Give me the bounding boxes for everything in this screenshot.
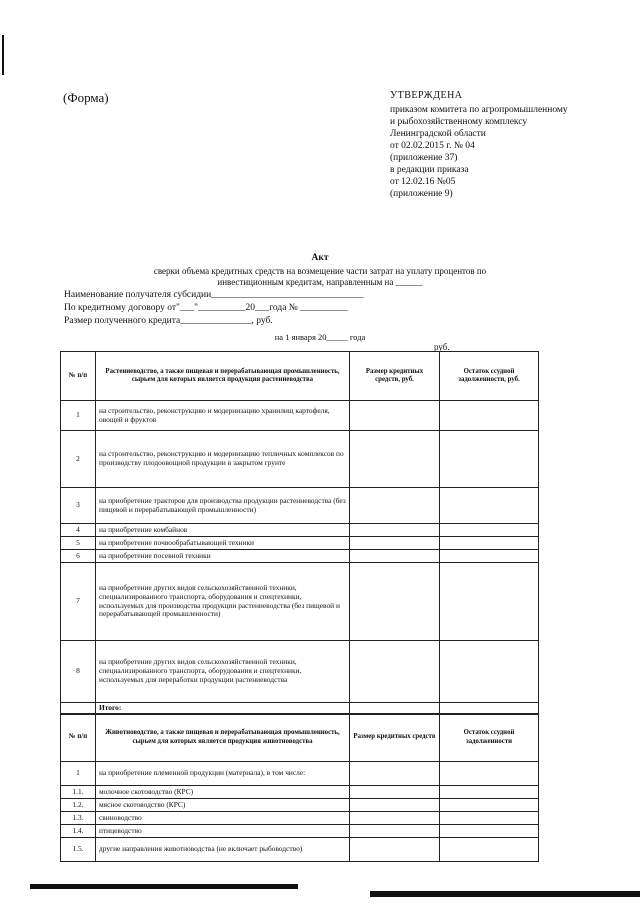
form-label: (Форма) <box>63 90 109 105</box>
row-num: 4 <box>61 524 96 537</box>
row-text: свиноводство <box>96 812 350 825</box>
balance-cell[interactable] <box>440 799 539 812</box>
act-subtitle-line: инвестиционным кредитам, направленным на ______ <box>217 277 423 287</box>
balance-cell[interactable] <box>440 762 539 786</box>
approval-line: (приложение 37) <box>390 153 458 163</box>
livestock-table <box>60 713 539 862</box>
table-row <box>61 431 539 488</box>
table-row <box>61 488 539 524</box>
header-name: Животноводство, а также пищевая и перерабатывающая промышленность, сырьем для которых является продукция животноводства <box>96 714 350 762</box>
approval-line: от 12.02.16 №05 <box>390 177 456 187</box>
credit-size-cell[interactable] <box>350 641 440 703</box>
scan-bottom-bar <box>30 884 298 889</box>
table-row <box>61 812 539 825</box>
row-text: на приобретение тракторов для производства продукции растениеводства (без пищевой и перерабатывающей промышленности) <box>96 488 350 524</box>
crop-production-table <box>60 351 539 715</box>
credit-size-cell[interactable] <box>350 799 440 812</box>
approval-line: от 02.02.2015 г. № 04 <box>390 141 475 151</box>
row-text: на приобретение посевной техники <box>96 550 350 563</box>
table-row <box>61 786 539 799</box>
credit-size-cell[interactable] <box>350 762 440 786</box>
row-text: на приобретение племенной продукции (материала), в том числе: <box>96 762 350 786</box>
table-row <box>61 401 539 431</box>
credit-size-cell[interactable] <box>350 812 440 825</box>
row-text: на строительство, реконструкцию и модернизацию тепличных комплексов по производству плодоовощной продукции в закрытом грунте <box>96 431 350 488</box>
credit-size-cell[interactable] <box>350 431 440 488</box>
scan-edge-mark <box>2 35 4 75</box>
row-text: на строительство, реконструкцию и модернизацию хранилищ картофеля, овощей и фруктов <box>96 401 350 431</box>
header-credit-size: Размер кредитных средств, руб. <box>350 352 440 401</box>
loan-amount-field: Размер полученного кредита_______________, руб. <box>64 316 273 326</box>
balance-cell[interactable] <box>440 641 539 703</box>
credit-size-cell[interactable] <box>350 838 440 862</box>
credit-size-cell[interactable] <box>350 537 440 550</box>
table-row <box>61 537 539 550</box>
header-name: Растениеводство, а также пищевая и перерабатывающая промышленность, сырьем для которых является продукция растениеводства <box>96 352 350 401</box>
approval-line: Ленинградской области <box>390 129 486 139</box>
balance-cell[interactable] <box>440 401 539 431</box>
on-date-line: на 1 января 20_____ года <box>274 332 366 342</box>
header-num: № п/п <box>61 352 96 401</box>
row-num: 1.2. <box>61 799 96 812</box>
row-num: 6 <box>61 550 96 563</box>
table-row <box>61 838 539 862</box>
balance-cell[interactable] <box>440 563 539 641</box>
row-text: птицеводство <box>96 825 350 838</box>
act-subtitle <box>100 266 540 288</box>
balance-cell[interactable] <box>440 431 539 488</box>
row-num: 1 <box>61 401 96 431</box>
row-text: молочное скотоводство (КРС) <box>96 786 350 799</box>
row-text: на приобретение других видов сельскохозяйственной техники, специализированного транспорта, оборудования и спецтехники, используемых для производства продукции растениеводства (без пищевой и перерабатывающей промышленности) <box>96 563 350 641</box>
table-row <box>61 641 539 703</box>
table-row <box>61 550 539 563</box>
credit-size-cell[interactable] <box>350 524 440 537</box>
row-num: 2 <box>61 431 96 488</box>
approval-block <box>390 90 630 200</box>
scan-bottom-bar-right <box>370 891 640 897</box>
credit-size-cell[interactable] <box>350 563 440 641</box>
row-num: 8 <box>61 641 96 703</box>
row-text: другие направления животноводства (не включает рыбоводство) <box>96 838 350 862</box>
row-num: 1.4. <box>61 825 96 838</box>
balance-cell[interactable] <box>440 812 539 825</box>
balance-cell[interactable] <box>440 838 539 862</box>
act-subtitle-line: сверки объема кредитных средств на возмещение части затрат на уплату процентов по <box>153 266 487 276</box>
table-header-row <box>61 714 539 762</box>
total-label: Итого: <box>96 703 350 715</box>
row-text: мясное скотоводство (КРС) <box>96 799 350 812</box>
header-balance: Остаток ссудной задолженности <box>440 714 539 762</box>
balance-cell[interactable] <box>440 488 539 524</box>
balance-cell[interactable] <box>440 524 539 537</box>
credit-size-cell[interactable] <box>350 550 440 563</box>
table-row <box>61 799 539 812</box>
act-title: Акт <box>311 253 329 263</box>
table-header-row <box>61 352 539 401</box>
row-text: на приобретение почвообрабатывающей техники <box>96 537 350 550</box>
row-num: 1.1. <box>61 786 96 799</box>
row-num: 1.5. <box>61 838 96 862</box>
row-text: на приобретение других видов сельскохозяйственной техники, специализированного транспорта, оборудования и спецтехники, используемых для переработки продукции растениеводства <box>96 641 350 703</box>
row-num: 1.3. <box>61 812 96 825</box>
table-row <box>61 524 539 537</box>
balance-cell[interactable] <box>440 537 539 550</box>
row-num: 7 <box>61 563 96 641</box>
table-row <box>61 825 539 838</box>
contract-field: По кредитному договору от"___"__________20___года № __________ <box>64 303 348 313</box>
balance-cell[interactable] <box>440 786 539 799</box>
recipient-field: Наименование получателя субсидии________________________________ <box>64 290 364 300</box>
balance-cell[interactable] <box>440 825 539 838</box>
approval-line: и рыбохозяйственному комплексу <box>390 117 528 127</box>
currency-label: руб. <box>434 342 450 352</box>
credit-size-cell[interactable] <box>350 825 440 838</box>
header-num: № п/п <box>61 714 96 762</box>
credit-size-cell[interactable] <box>350 488 440 524</box>
row-text: на приобретение комбайнов <box>96 524 350 537</box>
balance-cell[interactable] <box>440 550 539 563</box>
row-num: 1 <box>61 762 96 786</box>
approval-line: (приложение 9) <box>390 189 453 199</box>
credit-size-cell[interactable] <box>350 786 440 799</box>
header-credit-size: Размер кредитных средств <box>350 714 440 762</box>
approval-line: в редакции приказа <box>390 165 469 175</box>
approval-title: УТВЕРЖДЕНА <box>390 90 463 101</box>
row-num: 5 <box>61 537 96 550</box>
row-num: 3 <box>61 488 96 524</box>
table-row <box>61 563 539 641</box>
table-row <box>61 762 539 786</box>
header-balance: Остаток ссудной задолженности, руб. <box>440 352 539 401</box>
approval-line: приказом комитета по агропромышленному <box>390 105 568 115</box>
credit-size-cell[interactable] <box>350 401 440 431</box>
